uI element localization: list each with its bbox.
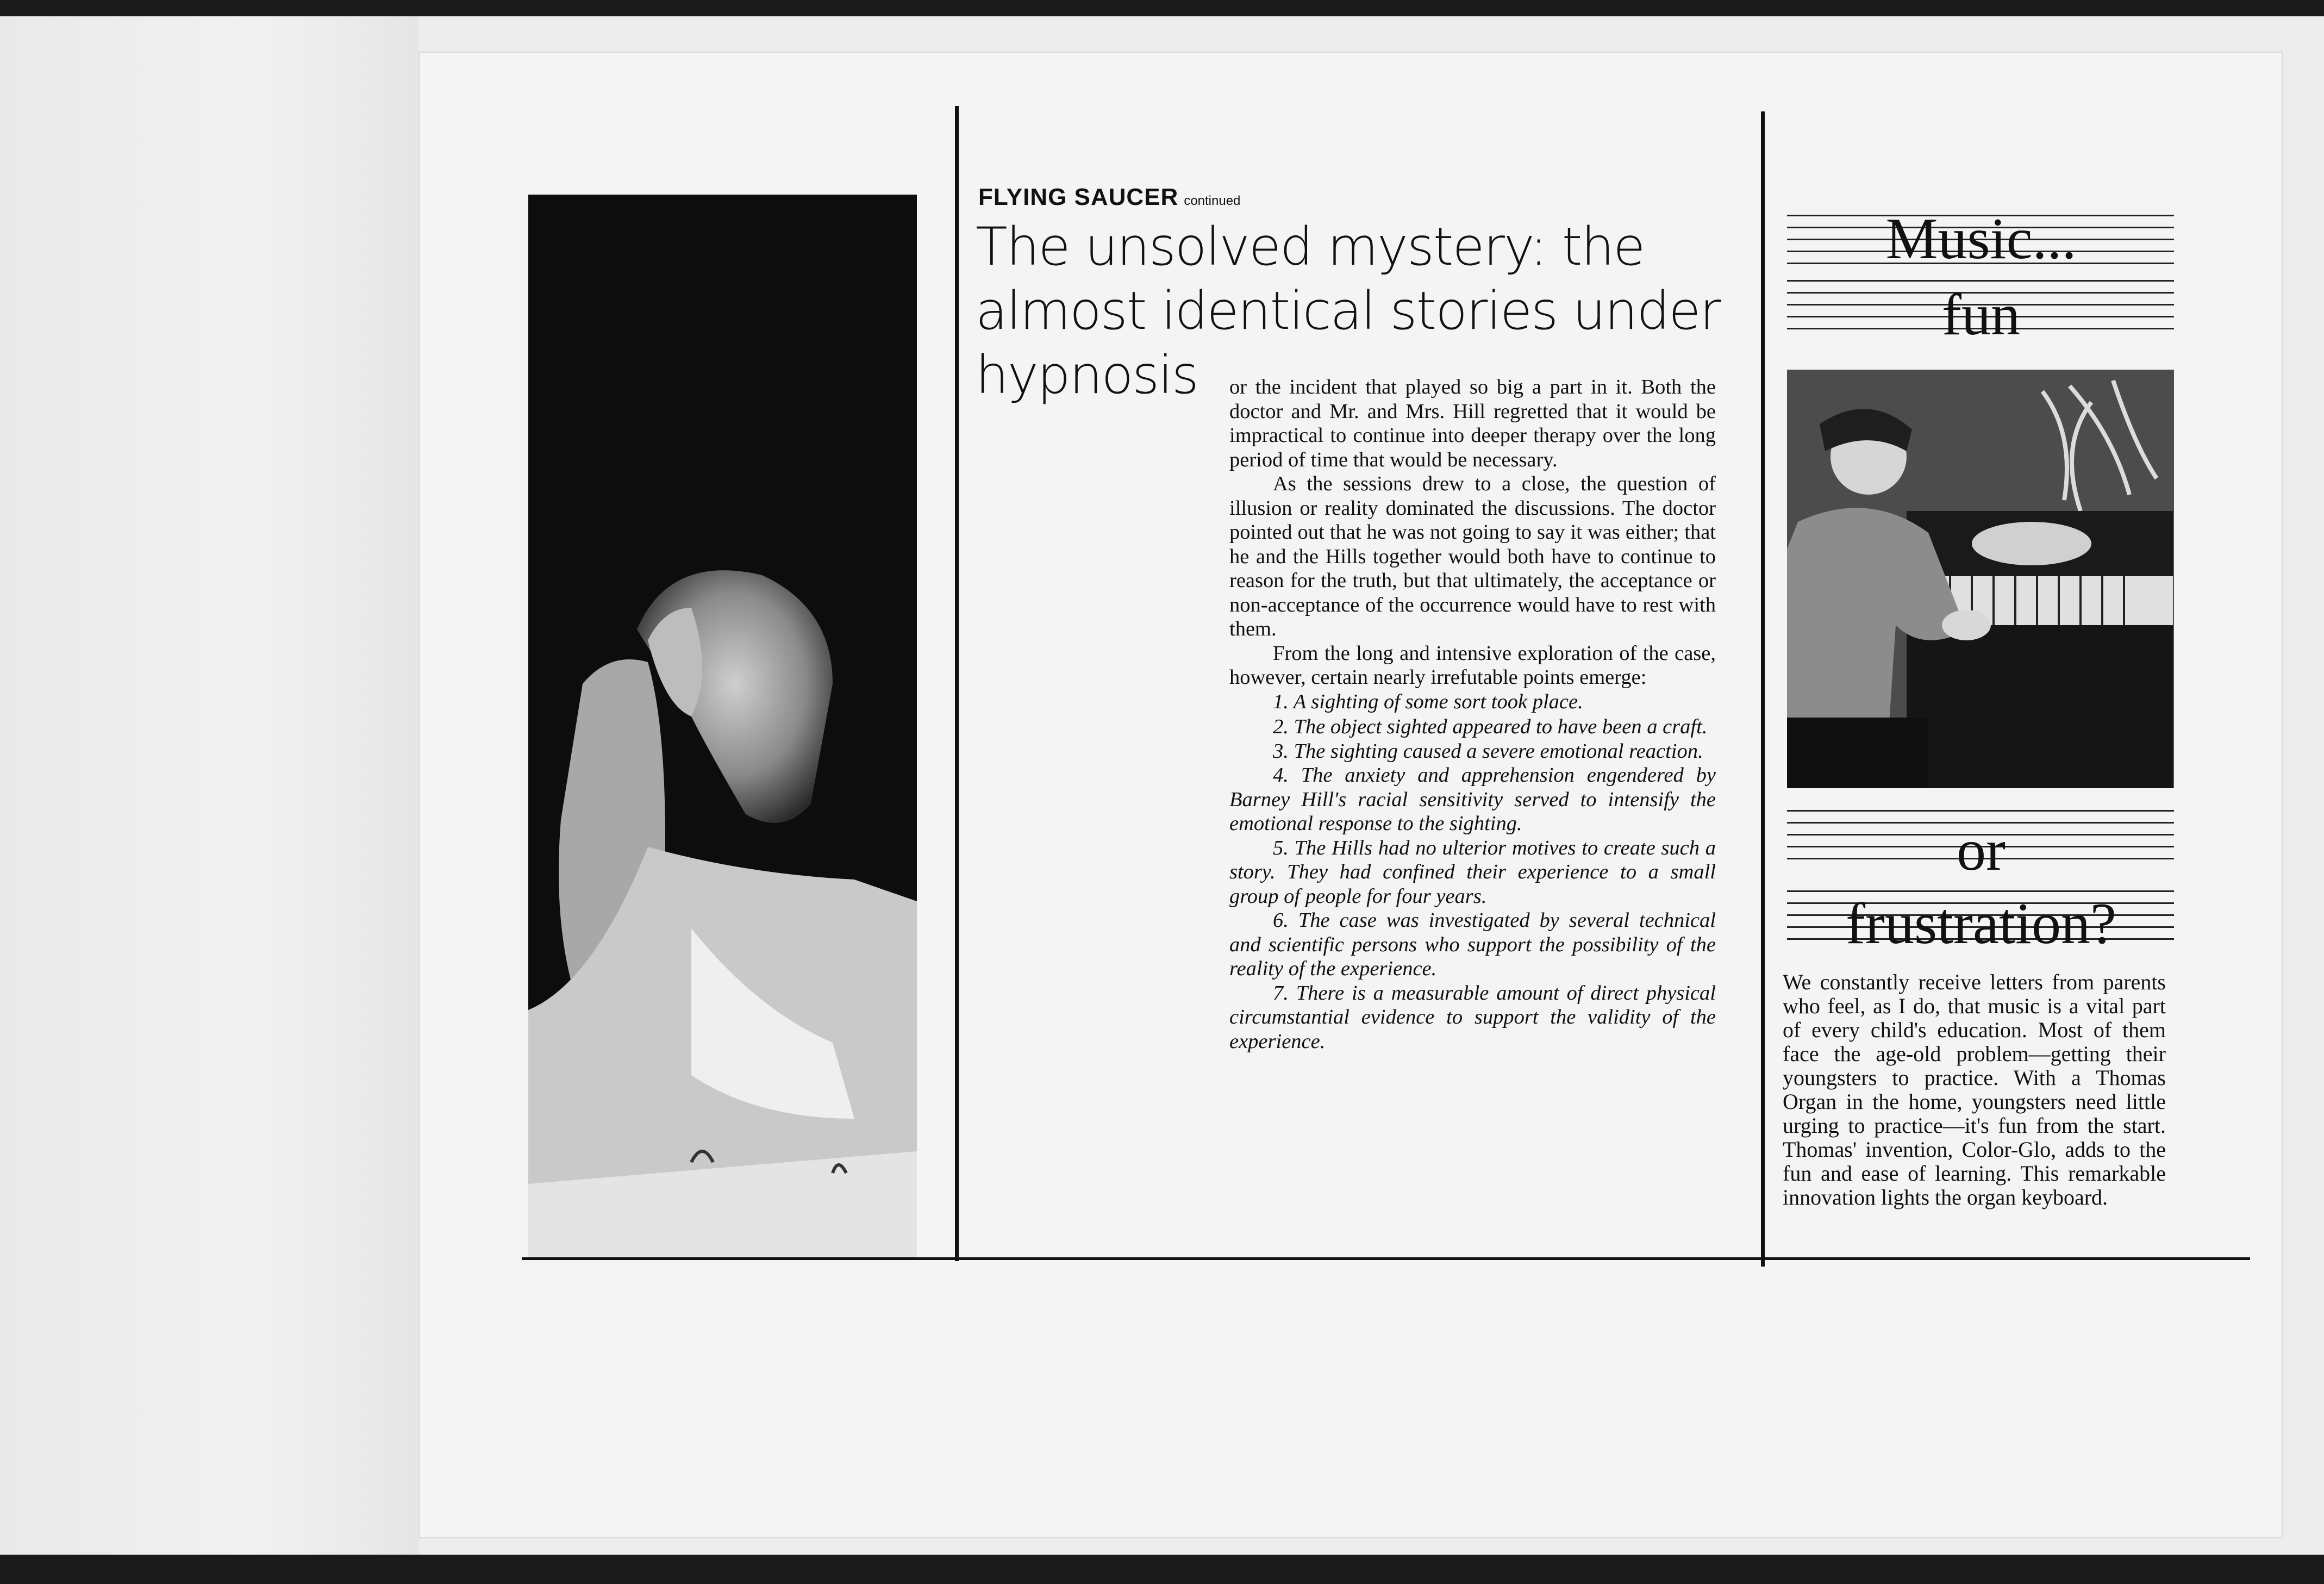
- article-body: [1229, 375, 1716, 1053]
- ad-title-fun: fun: [1942, 283, 2020, 347]
- article-headline: The unsolved mystery: the almost identical stories under hypnosis: [976, 216, 1720, 406]
- article-point: 2. The object sighted appeared to have been a craft.: [1273, 715, 1708, 738]
- article-point: 7. There is a measurable amount of direct physical circumstantial evidence to support the validity of the experience.: [1229, 981, 1716, 1053]
- article-point: 4. The anxiety and apprehension engendered by Barney Hill's racial sensitivity served to intensify the emotional response to the sighting.: [1229, 764, 1716, 835]
- article-paragraph: From the long and intensive exploration of the case, however, certain nearly irrefutable points emerge:: [1229, 641, 1716, 689]
- man-at-organ-photo: [1787, 370, 2174, 788]
- kicker-continued: continued: [1184, 194, 1241, 208]
- ad-title-or: or: [1957, 818, 2006, 883]
- ad-title-frustration: frustration?: [1846, 891, 2116, 956]
- page-bottom-rule: [522, 1257, 2250, 1260]
- column-rule-left: [955, 106, 959, 1261]
- kicker-label: FLYING SAUCER: [978, 184, 1179, 210]
- article-point: 5. The Hills had no ulterior motives to create such a story. They had confined their experience to a small group of people for four years.: [1229, 836, 1716, 908]
- article-paragraph: As the sessions drew to a close, the question of illusion or reality dominated the discussions. The doctor pointed out that he was not going to say it was either; that he and the Hills together would both have to continue to reason for the truth, but that ultimately, the acceptance or non-acceptance of the occurrence would have to rest with them.: [1229, 472, 1716, 640]
- article-point: 3. The sighting caused a severe emotional reaction.: [1273, 739, 1703, 763]
- ad-title-music: Music...: [1885, 207, 2077, 271]
- column-rule-right: [1761, 111, 1765, 1267]
- ad-body-text: We constantly receive letters from parents who feel, as I do, that music is a vital part of every child's education. Most of them face the age-old problem—getting their youngsters to practice. With a Thomas Organ in the home, youngsters need little urging to practice—it's fun from the start. Thomas' invention, Color-Glo, adds to the fun and ease of learning. This remarkable innovation lights the organ keyboard.: [1783, 970, 2166, 1209]
- article-paragraph: or the incident that played so big a part in it. Both the doctor and Mr. and Mrs. Hill regretted that it would be impractical to continue into deeper therapy over the long period of time that would be necessary.: [1229, 376, 1716, 471]
- film-margin-strip: [0, 16, 418, 1555]
- article-point: 1. A sighting of some sort took place.: [1273, 690, 1583, 713]
- article-point: 6. The case was investigated by several technical and scientific persons who support the possibility of the reality of the experience.: [1229, 909, 1716, 980]
- section-kicker: [978, 184, 1240, 211]
- man-thinking-photo: [528, 195, 917, 1260]
